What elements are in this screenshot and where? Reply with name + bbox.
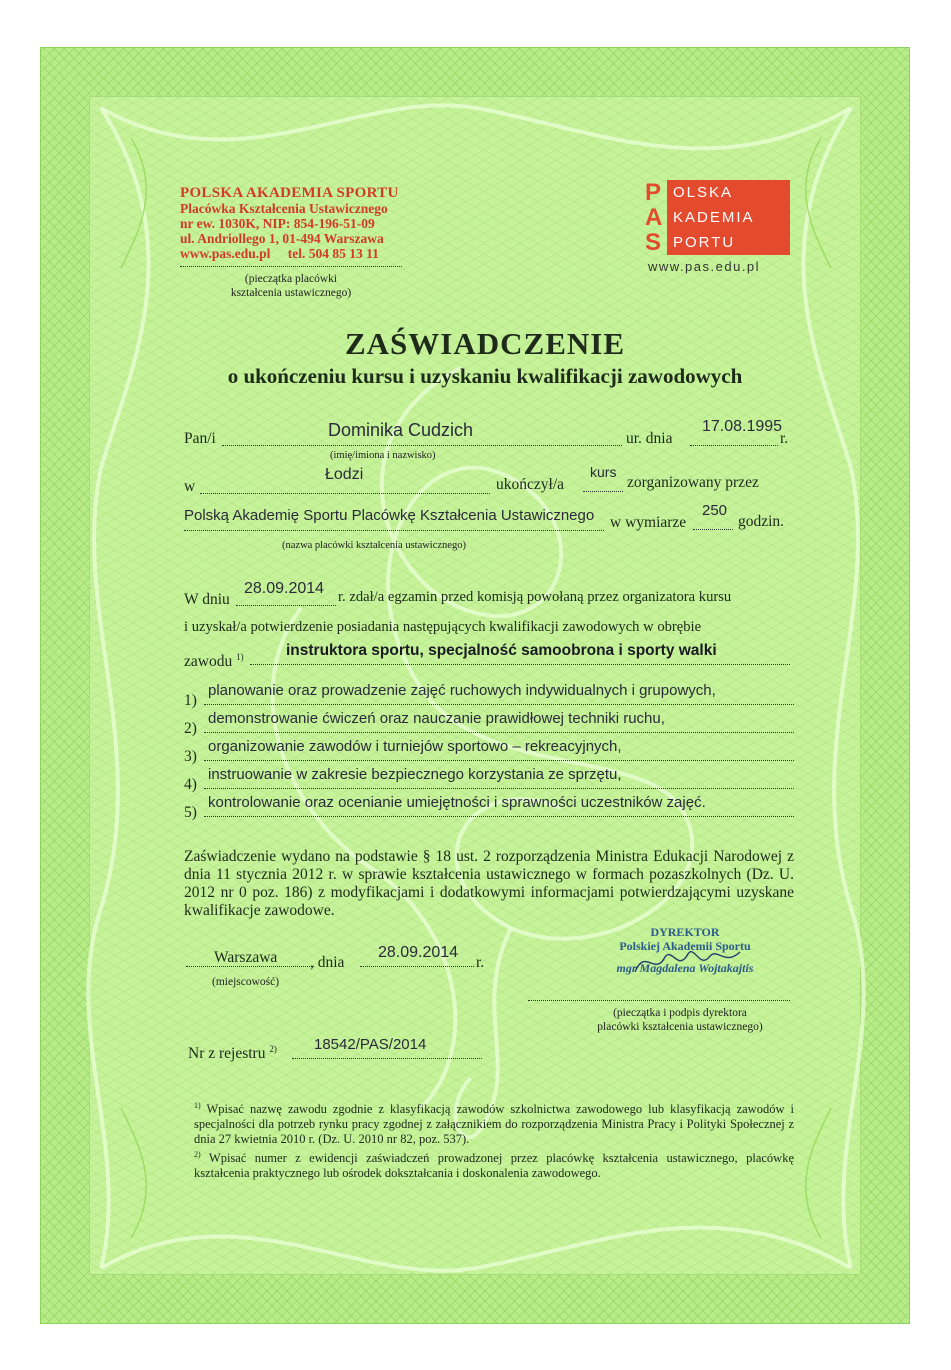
exam-text-2: i uzyskał/a potwierdzenie posiadania następujących kwalifikacji zawodowych w obrębie (184, 619, 702, 635)
signature-caption-line: (pieczątka i podpis dyrektora (613, 1007, 747, 1019)
item-number: 3) (184, 748, 197, 765)
signature-caption (560, 1006, 800, 1034)
city-line (200, 493, 490, 494)
zawodu-label (184, 652, 244, 671)
stamp-tel: tel. 504 85 13 11 (287, 246, 379, 261)
document-subtitle: o ukończeniu kursu i uzyskaniu kwalifikacji zawodowych (227, 364, 743, 388)
exam-date-line (236, 605, 336, 606)
item-text: organizowanie zawodów i turniejów sportowo – rekreacyjnych, (208, 738, 622, 755)
organized-label: zorganizowany przez (627, 474, 759, 491)
legal-basis: Zaświadczenie wydano na podstawie § 18 ust. 2 rozporządzenia Ministra Edukacji Narodowej z dnia 11 stycznia 2012 r. w sprawie kształcenia ustawicznego w formach pozaszkolnych (Dz. U. 2012 nr 0 poz. 186) z modyfikacjami i dodatkowymi informacjami potwierdzającymi uzyskane kwalifikacje zawodowe. (184, 848, 794, 919)
list-item (184, 692, 197, 710)
logo-word: OLSKA (673, 184, 734, 201)
hours-label: godzin. (738, 513, 785, 530)
list-item (184, 720, 197, 738)
logo-url: www.pas.edu.pl (648, 259, 761, 274)
item-number: 4) (184, 776, 197, 793)
stamp-web: www.pas.edu.pl (180, 246, 271, 261)
item-number: 5) (184, 804, 197, 821)
logo-letter: A (645, 204, 663, 231)
list-item (184, 748, 197, 766)
place-caption: (miejscowość) (212, 976, 280, 988)
name-line (222, 445, 622, 446)
registry-number: 18542/PAS/2014 (314, 1036, 427, 1053)
director-stamp-line: Polskiej Akademii Sportu (619, 939, 751, 953)
director-stamp-line: mgr Magdalena Wojtakajtis (616, 961, 754, 975)
place-dnia-label: , dnia (310, 954, 345, 971)
stamp-caption-line: (pieczątka placówki (244, 273, 338, 285)
born-label: ur. dnia (626, 430, 673, 447)
registry-label: Nr z rejestru (188, 1045, 266, 1063)
exam-date: 28.09.2014 (244, 580, 325, 597)
pani-label: Pan/i (184, 430, 216, 447)
stamp-line: nr ew. 1030K, NIP: 854-196-51-09 (180, 216, 375, 231)
item-line (204, 732, 794, 733)
place-r: r. (476, 954, 485, 971)
item-line (204, 704, 794, 705)
hours-line (693, 529, 733, 530)
scope-label: w wymiarze (610, 514, 687, 531)
item-line (204, 816, 794, 817)
item-number: 1) (184, 692, 197, 709)
footnote-text: Wpisać numer z ewidencji zaświadczeń prowadzonej przez placówkę kształcenia ustawicznego, placówkę kształcenia praktycznego lub ośrodek dokształcania i doskonalenia zawodowego. (194, 1151, 794, 1181)
city: Łodzi (325, 466, 364, 483)
logo-letter: P (645, 179, 662, 206)
name-caption: (imię/imiona i nazwisko) (330, 450, 436, 461)
institution-stamp (180, 186, 400, 261)
place-date: 28.09.2014 (378, 944, 459, 961)
profession-line (250, 664, 790, 665)
stamp-caption (180, 272, 402, 300)
completed-label: ukończył/a (496, 476, 565, 493)
footnote-ref-1: 1) (236, 652, 244, 662)
signature-caption-line: placówki kształcenia ustawicznego) (597, 1021, 763, 1033)
institution-name: Polską Akademię Sportu Placówkę Kształcenia Ustawicznego (184, 507, 595, 524)
born-line (690, 445, 778, 446)
footnote (194, 1147, 794, 1181)
course: kurs (590, 464, 617, 480)
registry-line (292, 1058, 482, 1059)
logo-word: KADEMIA (673, 209, 755, 226)
signature-line (528, 1000, 790, 1001)
stamp-line: Placówka Kształcenia Ustawicznego (180, 201, 388, 216)
stamp-line: ul. Andriollego 1, 01-494 Warszawa (180, 231, 384, 246)
born-r: r. (780, 430, 789, 447)
item-text: planowanie oraz prowadzenie zajęć ruchowych indywidualnych i grupowych, (208, 682, 716, 699)
stamp-caption-line: kształcenia ustawicznego) (230, 287, 352, 299)
item-line (204, 760, 794, 761)
handwritten-signature (630, 942, 750, 982)
born-date: 17.08.1995 (702, 418, 783, 435)
footnote-marker: 1) (194, 1101, 201, 1110)
place-date-line (360, 966, 474, 967)
pas-logo (645, 180, 790, 255)
qualification-list (184, 680, 794, 830)
item-text: instruowanie w zakresie bezpiecznego korzystania ze sprzętu, (208, 766, 622, 783)
footnote-marker: 2) (194, 1150, 201, 1159)
footnote (194, 1098, 794, 1147)
item-line (204, 788, 794, 789)
hours: 250 (702, 502, 728, 519)
stamp-dotted-line (180, 266, 402, 267)
item-number: 2) (184, 720, 197, 737)
holder-name: Dominika Cudzich (328, 420, 474, 440)
course-line (583, 491, 623, 492)
exam-w-dniu: W dniu (184, 591, 230, 608)
institution-line (184, 530, 604, 531)
place-city: Warszawa (214, 949, 278, 966)
document-title: ZAŚWIADCZENIE (344, 326, 625, 361)
logo-letter: S (645, 229, 662, 256)
registry-label-wrap (188, 1044, 277, 1063)
exam-text-1: r. zdał/a egzamin przed komisją powołaną przez organizatora kursu (338, 589, 732, 605)
item-text: demonstrowanie ćwiczeń oraz nauczanie prawidłowej techniki ruchu, (208, 710, 665, 727)
logo-word: PORTU (673, 234, 736, 251)
footnote-text: Wpisać nazwę zawodu zgodnie z klasyfikacją zawodów szkolnictwa zawodowego lub klasyfikacją zawodów i specjalności dla potrzeb rynku pracy zgodnej z załącznikiem do rozporządzenia Ministra Pracy i Polityki Społecznej z dnia 27 kwietnia 2010 r. (Dz. U. 2010 nr 82, poz. 537). (194, 1102, 794, 1147)
item-text: kontrolowanie oraz ocenianie umiejętności i sprawności uczestników zajęć. (208, 794, 706, 811)
director-stamp-line: DYREKTOR (650, 925, 720, 939)
institution-caption: (nazwa placówki kształcenia ustawicznego) (282, 540, 466, 551)
profession: instruktora sportu, specjalność samoobrona i sporty walki (286, 642, 717, 659)
list-item (184, 804, 197, 822)
w-label: w (184, 478, 196, 495)
list-item (184, 776, 197, 794)
zawodu-text: zawodu (184, 653, 233, 671)
footnote-ref-2: 2) (269, 1044, 277, 1054)
stamp-line: POLSKA AKADEMIA SPORTU (180, 185, 399, 201)
